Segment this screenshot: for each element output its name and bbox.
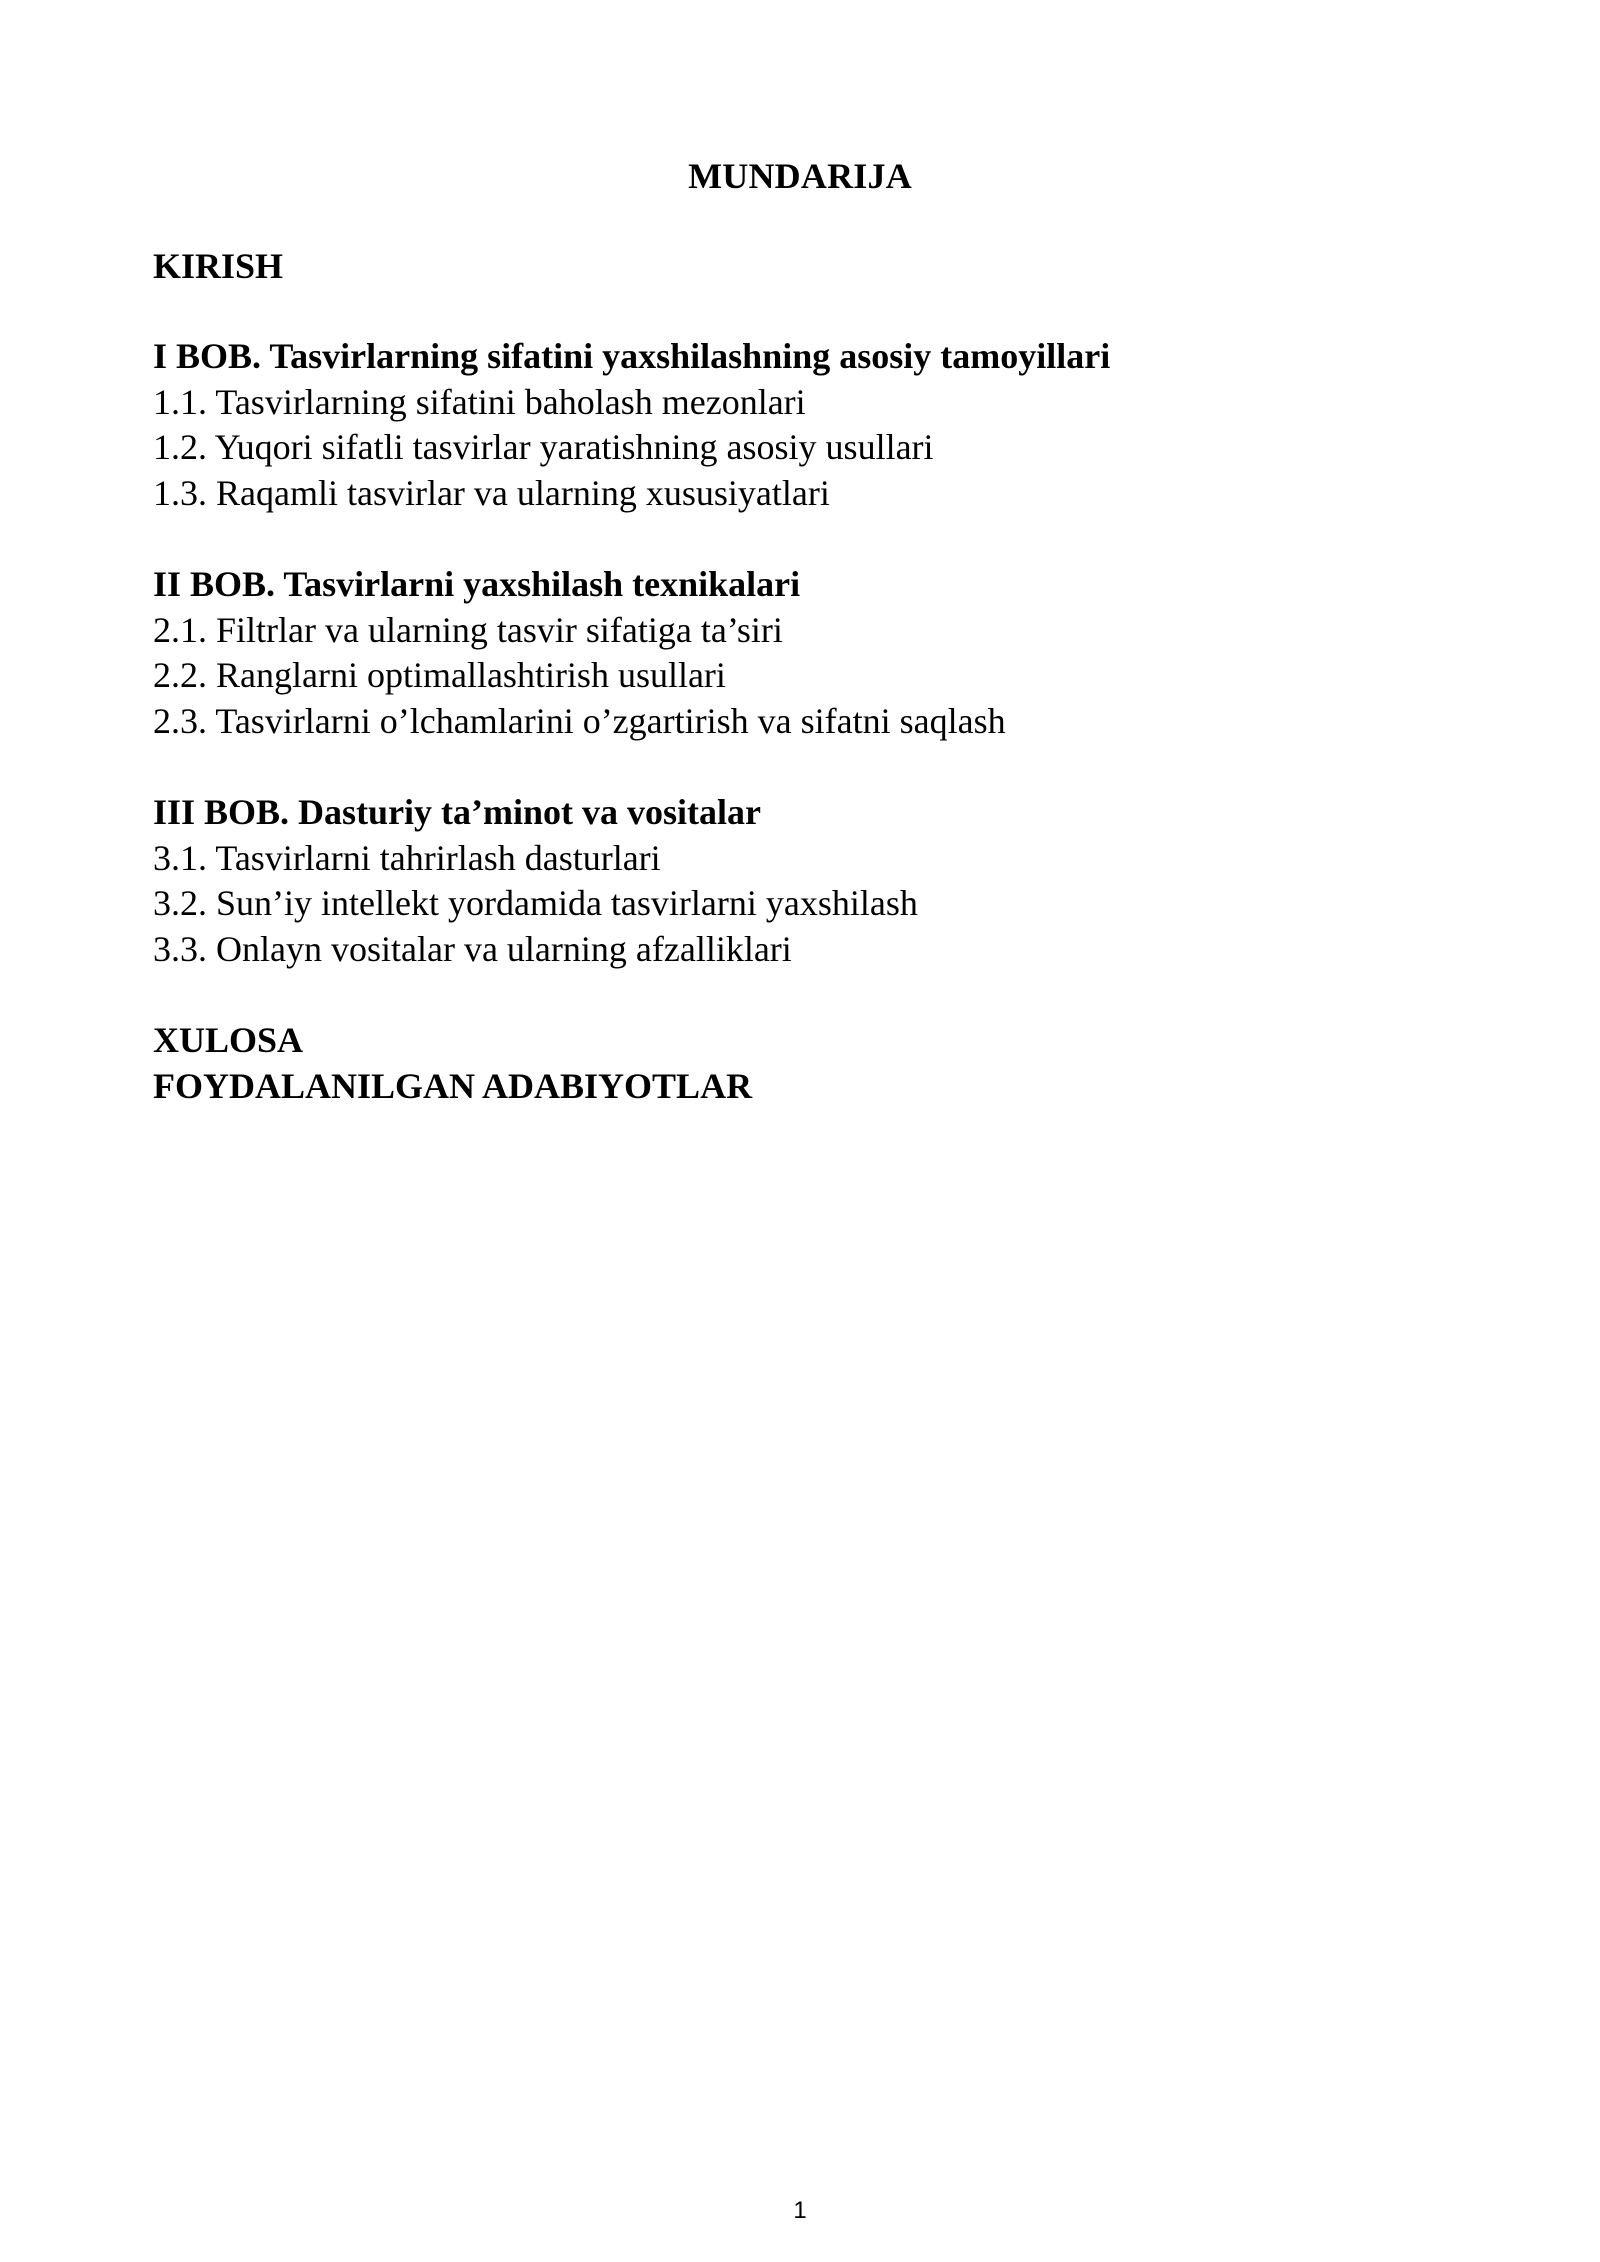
- chapter-heading: II BOB. Tasvirlarni yaxshilash texnikalari: [153, 564, 801, 604]
- toc-chapter-3: [153, 790, 1453, 972]
- page-title: MUNDARIJA: [688, 156, 912, 196]
- toc-chapter-1: [153, 334, 1453, 516]
- section-item: 1.3. Raqamli tasvirlar va ularning xususiyatlari: [153, 472, 830, 513]
- conclusion-heading: XULOSA: [153, 1020, 304, 1060]
- section-item: 2.1. Filtrlar va ularning tasvir sifatiga ta’siri: [153, 609, 783, 650]
- toc-end-matter: [153, 1018, 1453, 1109]
- intro-heading: KIRISH: [153, 246, 284, 286]
- section-item: 1.1. Tasvirlarning sifatini baholash mezonlari: [153, 381, 806, 422]
- section-item: 2.2. Ranglarni optimallashtirish usullari: [153, 655, 726, 695]
- chapter-heading: I BOB. Tasvirlarning sifatini yaxshilashning asosiy tamoyillari: [153, 336, 1111, 376]
- section-item: 1.2. Yuqori sifatli tasvirlar yaratishning asosiy usullari: [153, 427, 934, 467]
- chapter-heading: III BOB. Dasturiy ta’minot va vositalar: [153, 792, 762, 832]
- section-item: 2.3. Tasvirlarni o’lchamlarini o’zgartirish va sifatni saqlash: [153, 700, 1006, 741]
- toc-intro: [153, 244, 1453, 290]
- section-item: 3.1. Tasvirlarni tahrirlash dasturlari: [153, 837, 661, 878]
- references-heading: FOYDALANILGAN ADABIYOTLAR: [153, 1065, 753, 1106]
- section-item: 3.2. Sun’iy intellekt yordamida tasvirlarni yaxshilash: [153, 883, 918, 923]
- section-item: 3.3. Onlayn vositalar va ularning afzalliklari: [153, 928, 792, 969]
- toc-chapter-2: [153, 562, 1453, 744]
- page-number: 1: [793, 2197, 807, 2224]
